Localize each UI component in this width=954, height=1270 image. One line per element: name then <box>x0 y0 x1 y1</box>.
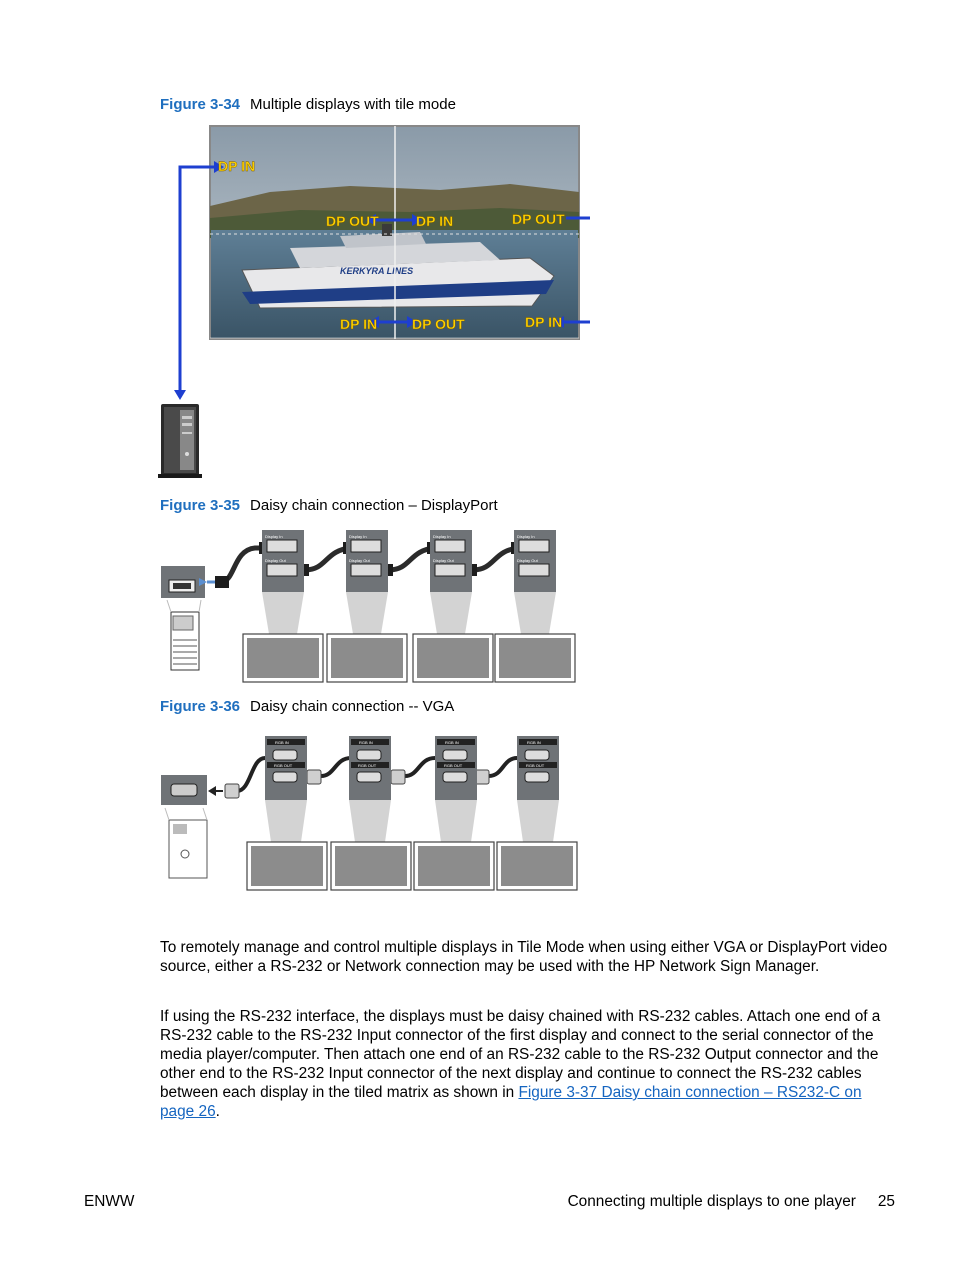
displayport-chain-figure <box>155 522 585 687</box>
port-in-label: Display In <box>433 534 451 539</box>
paragraph-end: . <box>215 1103 220 1120</box>
figure-title: Daisy chain connection -- VGA <box>250 698 455 715</box>
source-computer-icon <box>161 566 205 670</box>
figure-caption <box>160 497 498 515</box>
label-dp-out-3: DP OUT <box>412 316 465 332</box>
label-dp-in-3: DP IN <box>525 314 563 330</box>
figure-number: Figure 3-34 <box>160 96 241 113</box>
footer-right <box>568 1193 895 1211</box>
footer-left: ENWW <box>84 1193 135 1210</box>
port-out-label: RGB OUT <box>526 763 545 768</box>
figure-number: Figure 3-35 <box>160 497 241 514</box>
figure-caption <box>160 96 456 114</box>
port-out-label: Display Out <box>433 558 454 563</box>
label-dp-out-1: DP OUT <box>326 213 379 229</box>
desktop-computer-icon <box>158 404 202 478</box>
source-computer-icon <box>161 775 207 878</box>
port-in-label: RGB IN <box>359 740 373 745</box>
figure-title: Multiple displays with tile mode <box>250 96 456 113</box>
tile-photo <box>210 126 579 339</box>
page-number: 25 <box>877 1193 895 1210</box>
port-in-label: RGB IN <box>527 740 541 745</box>
figure-caption <box>160 698 454 716</box>
paragraph-tile-mode: To remotely manage and control multiple displays in Tile Mode when using either VGA or DisplayPort video source, either a RS-232 or Network connection may be used with the HP Network Sign Manager. <box>160 939 888 975</box>
label-dp-in-2: DP IN <box>340 316 378 332</box>
vga-chain-figure <box>155 728 585 896</box>
ship-name: KERKYRA LINES <box>340 266 414 276</box>
port-in-label: Display In <box>349 534 367 539</box>
port-out-label: RGB OUT <box>358 763 377 768</box>
port-out-label: Display Out <box>265 558 286 563</box>
port-in-label: RGB IN <box>275 740 289 745</box>
port-out-label: RGB OUT <box>444 763 463 768</box>
figure-title: Daisy chain connection – DisplayPort <box>250 497 498 514</box>
paragraph-text: If using the RS-232 interface, the displays must be daisy chained with RS-232 cables. Attach one end of a RS-232 cable to the RS-232 Input connector of the first display and connect to the serial connector of the media player/computer. Then attach one end of an RS-232 cable to the RS-232 Output connector and the other end to the RS-232 Input connector of the next display and continue to connect the RS-232 cables between each display in the tiled matrix as shown in <box>160 1008 881 1101</box>
port-out-label: Display Out <box>349 558 370 563</box>
display-unit <box>243 530 323 682</box>
port-in-label: Display In <box>517 534 535 539</box>
tile-mode-figure <box>150 120 590 485</box>
display-unit <box>413 530 493 682</box>
figure-3-37-link[interactable]: Figure 3-37 Daisy chain connection – RS232-C on page 26 <box>160 1084 862 1120</box>
label-dp-in-top: DP IN <box>218 158 256 174</box>
label-dp-in-1: DP IN <box>416 213 454 229</box>
port-out-label: RGB OUT <box>274 763 293 768</box>
port-in-label: Display In <box>265 534 283 539</box>
paragraph-rs232 <box>160 1007 895 1121</box>
figure-number: Figure 3-36 <box>160 698 241 715</box>
port-out-label: Display Out <box>517 558 538 563</box>
port-in-label: RGB IN <box>445 740 459 745</box>
footer-section-title: Connecting multiple displays to one player <box>567 1193 856 1210</box>
label-dp-out-2: DP OUT <box>512 211 565 227</box>
